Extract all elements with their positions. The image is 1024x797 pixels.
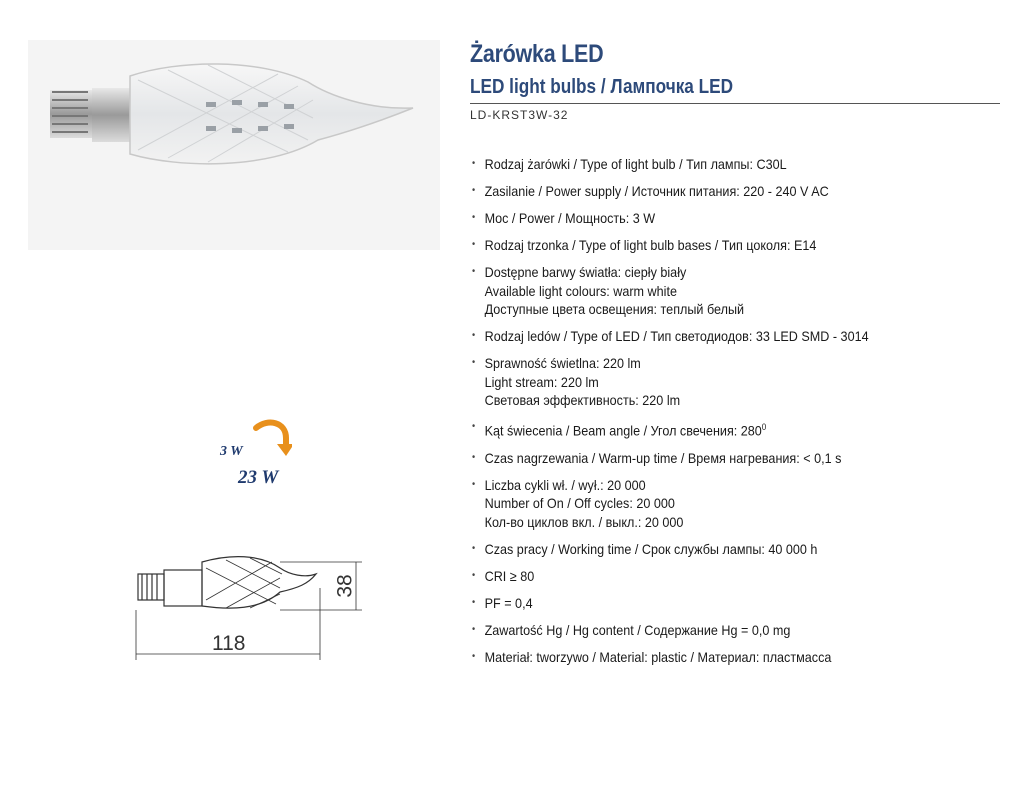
spec-line: Rodzaj ledów / Type of LED / Тип светодиодов: 33 LED SMD - 3014 (484, 328, 869, 344)
bullet-icon: • (472, 212, 476, 223)
header-divider (470, 103, 1000, 104)
spec-line: Кол-во циклов вкл. / выкл.: 20 000 (484, 513, 684, 530)
spec-line: Rodzaj trzonka / Type of light bulb bases / Тип цоколя: E14 (484, 237, 817, 253)
spec-line: Czas pracy / Working time / Срок службы лампы: 40 000 h (484, 540, 818, 557)
spec-line: Световая эффективность: 220 lm (484, 392, 681, 408)
bullet-icon: • (472, 185, 476, 196)
bullet-icon: • (472, 421, 476, 432)
bullet-icon: • (472, 542, 476, 554)
spec-line: Dostępne barwy światła: ciepły biały (484, 264, 687, 280)
spec-line: Materiał: tworzywo / Material: plastic / Материал: пластмасса (484, 648, 832, 665)
bullet-icon: • (472, 569, 476, 581)
spec-item (472, 594, 958, 613)
spec-item (472, 648, 958, 667)
spec-line: Liczba cykli wł. / wył.: 20 000 (484, 476, 646, 493)
spec-list (472, 155, 1012, 675)
spec-item (472, 155, 958, 174)
spec-item (472, 449, 958, 468)
power-equivalence (212, 416, 312, 492)
bulb-collar (92, 88, 130, 142)
bullet-icon: • (472, 330, 476, 341)
dimension-length: 118 (212, 632, 246, 655)
spec-line: Czas nagrzewania / Warm-up time / Время нагревания: < 0,1 s (484, 449, 842, 466)
product-code: LD-KRST3W-32 (470, 108, 569, 122)
spec-line: Number of On / Off cycles: 20 000 (484, 495, 675, 512)
spec-item (472, 540, 958, 559)
spec-line: Zasilanie / Power supply / Источник питания: 220 - 240 V AC (484, 183, 829, 199)
spec-item (472, 209, 958, 228)
bullet-icon: • (472, 357, 476, 368)
spec-item (472, 236, 958, 255)
bullet-icon: • (472, 478, 476, 490)
spec-item (472, 621, 958, 640)
spec-item (472, 354, 958, 410)
bullet-icon: • (472, 266, 476, 277)
led-bulb-image (28, 40, 440, 250)
power-actual: 3 W (220, 444, 243, 459)
spec-line: Moc / Power / Мощность: 3 W (484, 210, 656, 226)
spec-item (472, 327, 958, 346)
glass-body (130, 64, 413, 164)
product-subtitle: LED light bulbs / Лампочка LED (470, 76, 734, 98)
spec-line: Доступные цвета освещения: теплый белый (484, 301, 745, 317)
spec-item (472, 263, 958, 319)
product-title: Żarówka LED (470, 40, 604, 68)
power-equivalent: 23 W (238, 467, 279, 488)
dimension-height: 38 (333, 574, 357, 598)
technical-drawing (130, 548, 370, 668)
spec-item (472, 476, 958, 532)
spec-line: Kąt świecenia / Beam angle / Угол свечения: 280 (484, 422, 762, 439)
spec-item (472, 567, 958, 586)
bullet-icon: • (472, 158, 476, 169)
bullet-icon: • (472, 623, 476, 635)
spec-line: Zawartość Hg / Hg content / Содержание Hg = 0,0 mg (484, 621, 791, 638)
spec-line: Light stream: 220 lm (484, 373, 599, 390)
bullet-icon: • (472, 650, 476, 662)
spec-line: Available light colours: warm white (484, 282, 677, 299)
bullet-icon: • (472, 451, 476, 463)
product-photo (28, 40, 440, 250)
dimension-drawing (130, 548, 370, 668)
curved-arrow-icon (252, 416, 292, 460)
drawing-body (202, 557, 316, 609)
spec-item (472, 182, 958, 201)
bullet-icon: • (472, 239, 476, 250)
spec-line: Sprawność świetlna: 220 lm (484, 355, 641, 371)
spec-line: CRI ≥ 80 (484, 567, 535, 584)
bullet-icon: • (472, 596, 476, 608)
screw-base (50, 90, 92, 138)
spec-line: PF = 0,4 (484, 594, 533, 611)
spec-line: Rodzaj żarówki / Type of light bulb / Тип лампы: C30L (484, 156, 787, 172)
degree-superscript: 0 (761, 422, 767, 432)
spec-item (472, 418, 958, 440)
